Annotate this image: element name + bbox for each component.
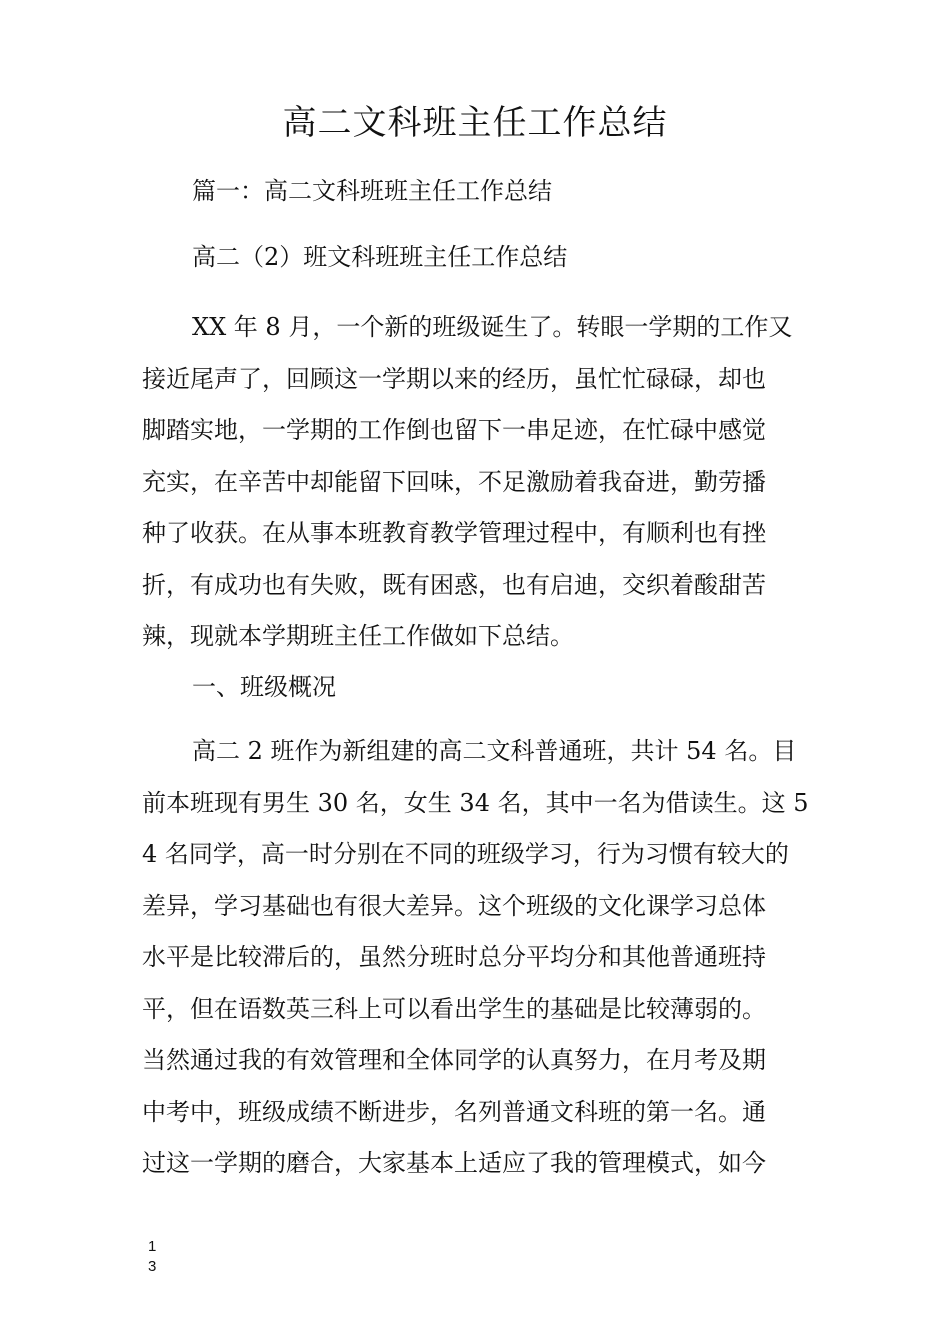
paragraph-class-overview bbox=[142, 726, 822, 1190]
part-heading: 篇一：高二文科班班主任工作总结 bbox=[192, 177, 552, 205]
paragraph-line: 过这一学期的磨合，大家基本上适应了我的管理模式，如今 bbox=[142, 1149, 766, 1177]
paragraph-line: 中考中，班级成绩不断进步，名列普通文科班的第一名。通 bbox=[142, 1097, 766, 1126]
paragraph-line: 水平是比较滞后的，虽然分班时总分平均分和其他普通班持 bbox=[142, 943, 766, 971]
paragraph-line: 种了收获。在从事本班教育教学管理过程中，有顺利也有挫 bbox=[142, 519, 766, 547]
paragraph-line: 4 名同学，高一时分别在不同的班级学习，行为习惯有较大的 bbox=[142, 840, 789, 868]
page-number: 13 bbox=[148, 1238, 157, 1275]
paragraph-line: 辣，现就本学期班主任工作做如下总结。 bbox=[142, 622, 574, 650]
sub-heading: 高二（2）班文科班班主任工作总结 bbox=[192, 243, 568, 271]
paragraph-line: 充实，在辛苦中却能留下回味，不足激励着我奋进，勤劳播 bbox=[142, 467, 766, 496]
paragraph-line: 折，有成功也有失败，既有困惑，也有启迪，交织着酸甜苦 bbox=[142, 570, 766, 599]
paragraph-line: XX 年 8 月，一个新的班级诞生了。转眼一学期的工作又 bbox=[192, 313, 793, 341]
paragraph-line: 平，但在语数英三科上可以看出学生的基础是比较薄弱的。 bbox=[142, 994, 766, 1023]
section-heading: 一、班级概况 bbox=[192, 673, 336, 701]
paragraph-line: 高二 2 班作为新组建的高二文科普通班，共计 54 名。目 bbox=[192, 737, 797, 765]
paragraph-line: 当然通过我的有效管理和全体同学的认真努力，在月考及期 bbox=[142, 1046, 766, 1074]
paragraph-line: 接近尾声了，回顾这一学期以来的经历，虽忙忙碌碌，却也 bbox=[142, 364, 766, 393]
paragraph-intro bbox=[142, 302, 822, 663]
document-title: 高二文科班主任工作总结 bbox=[282, 103, 668, 143]
paragraph-line: 差异，学习基础也有很大差异。这个班级的文化课学习总体 bbox=[142, 891, 766, 920]
paragraph-line: 脚踏实地，一学期的工作倒也留下一串足迹，在忙碌中感觉 bbox=[142, 416, 766, 444]
paragraph-line: 前本班现有男生 30 名，女生 34 名，其中一名为借读生。这 5 bbox=[142, 788, 809, 817]
